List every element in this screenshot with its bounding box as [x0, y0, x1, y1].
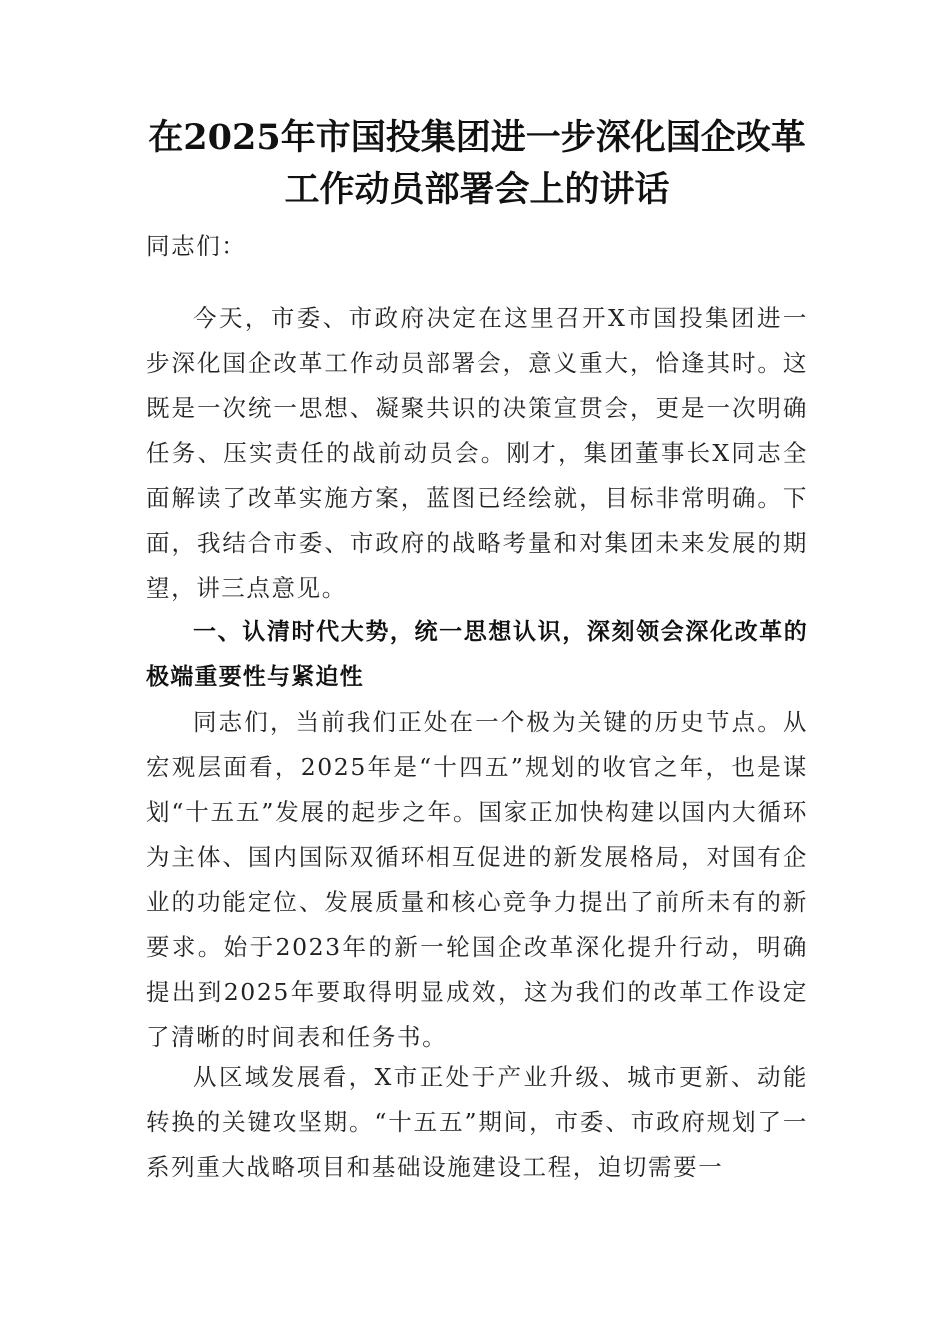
paragraph-3: 从区域发展看，X市正处于产业升级、城市更新、动能转换的关键攻坚期。“十五五”期间，市委、市政府规划了一系列重大战略项目和基础设施建设工程，迫切需要一 — [146, 1063, 808, 1181]
paragraph-2: 同志们，当前我们正处在一个极为关键的历史节点。从宏观层面看，2025年是“十四五”规划的收官之年，也是谋划“十五五”发展的起步之年。国家正加快构建以国内大循环为主体、国内国际双循环相互促进的新发展格局，对国有企业的功能定位、发展质量和核心竞争力提出了前所未有的新要求。始于2023年的新一轮国企改革深化提升行动，明确提出到2025年要取得明显成效，这为我们的改革工作设定了清晰的时间表和任务书。 — [146, 708, 808, 1051]
document-title — [146, 112, 808, 216]
greeting: 同志们： — [146, 232, 247, 260]
title-line-2: 工作动员部署会上的讲话 — [284, 169, 670, 210]
paragraph-1: 今天，市委、市政府决定在这里召开X市国投集团进一步深化国企改革工作动员部署会，意义重大，恰逢其时。这既是一次统一思想、凝聚共识的决策宣贯会，更是一次明确任务、压实责任的战前动员会。刚才，集团董事长X同志全面解读了改革实施方案，蓝图已经绘就，目标非常明确。下面，我结合市委、市政府的战略考量和对集团未来发展的期望，讲三点意见。 — [146, 304, 808, 602]
section-heading-1: 一、认清时代大势，统一思想认识，深刻领会深化改革的极端重要性与紧迫性 — [146, 619, 808, 690]
title-line-1: 在2025年市国投集团进一步深化国企改革 — [148, 117, 806, 158]
